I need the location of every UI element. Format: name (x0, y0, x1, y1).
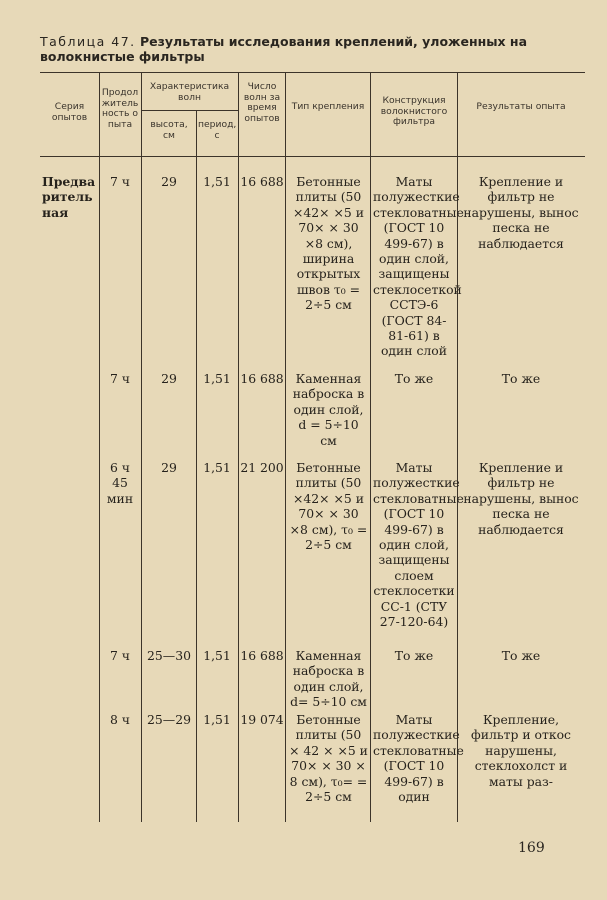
row-2-height: 29 (161, 371, 177, 386)
row-2-filter-design: То же (394, 371, 434, 386)
row-1-result: Крепление и фильтр не нарушены, вынос песка не наблюдается (463, 174, 579, 251)
header-fastening-type: Тип крепления (291, 101, 365, 112)
row-3-duration: 6 ч 45 мин (106, 460, 134, 506)
row-1-period: 1,51 (203, 174, 231, 189)
row-5-duration: 8 ч (109, 712, 130, 727)
header-results: Результаты опыта (476, 101, 566, 112)
row-5-fastening-type: Бетонные плиты (50 × 42 × ×5 и 70× × 30 × 8 см), τ₀= = 2÷5 см (289, 712, 368, 805)
column-divider (238, 72, 239, 822)
table-title (40, 34, 580, 64)
column-divider (141, 72, 142, 822)
row-4-fastening-type: Каменная наброска в один слой, d= 5÷10 см (290, 648, 367, 710)
row-1-duration: 7 ч (109, 174, 130, 189)
header-duration: Продолжительность опыта (101, 87, 139, 130)
column-divider (370, 72, 371, 822)
header-waves-count: Число волн за время опытов (243, 81, 281, 124)
header-height: высота, см (150, 119, 188, 141)
table-number: Таблица 47. (40, 34, 136, 49)
row-3-result: Крепление и фильтр не нарушены, вынос песка не наблюдается (463, 460, 579, 537)
column-divider (285, 72, 286, 822)
row-1-fastening-type: Бетонные плиты (50 ×42× ×5 и 70× × 30 ×8 см), ширина открытых швов τ₀ = 2÷5 см (293, 174, 364, 313)
row-1-filter-design: Маты полужесткие стекловатные (ГОСТ 10 499-67) в один слой, защищены стеклосеткой ССТЭ-6 (ГОСТ 84-81-61) в один слой (373, 174, 464, 359)
row-4-duration: 7 ч (109, 648, 130, 663)
row-5-result: Крепление, фильтр и откос нарушены, стеклохолст и маты раз- (471, 712, 571, 789)
header-bottom-rule (40, 156, 585, 157)
row-4-result: То же (501, 648, 541, 663)
row-5-height: 25—29 (147, 712, 191, 727)
row-4-period: 1,51 (203, 648, 231, 663)
table-caption: Результаты исследования креплений, уложенных на волокнистые фильтры (40, 34, 528, 64)
header-filter-design: Конструкция волокнистого фильтра (380, 95, 448, 127)
row-2-fastening-type: Каменная наброска в один слой, d = 5÷10 см (292, 371, 365, 448)
row-5-filter-design: Маты полужесткие стекловатные (ГОСТ 10 499-67) в один (373, 712, 464, 805)
header-series: Серия опытов (51, 101, 88, 123)
row-2-period: 1,51 (203, 371, 231, 386)
header-period: период, с (198, 119, 237, 141)
series-label: Предварительная (42, 174, 96, 220)
row-3-fastening-type: Бетонные плиты (50 ×42× ×5 и 70× × 30 ×8 см), τ₀ = 2÷5 см (289, 460, 368, 553)
page-number: 169 (518, 840, 545, 856)
row-2-waves: 16 688 (240, 371, 284, 386)
row-4-waves: 16 688 (240, 648, 284, 663)
column-divider (457, 72, 458, 822)
header-wave-characteristics: Характеристика волн (149, 81, 230, 103)
row-5-period: 1,51 (203, 712, 231, 727)
row-3-height: 29 (161, 460, 177, 475)
row-4-height: 25—30 (147, 648, 191, 663)
row-2-result: То же (501, 371, 541, 386)
row-3-filter-design: Маты полужесткие стекловатные (ГОСТ 10 499-67) в один слой, защищены слоем стеклосетки СС-1 (СТУ 27-120-64) (373, 460, 464, 630)
column-divider (99, 72, 100, 822)
table-top-rule (40, 72, 585, 73)
row-5-waves: 19 074 (240, 712, 284, 727)
wave-subheader-rule (141, 110, 238, 111)
column-divider (196, 110, 197, 822)
row-1-height: 29 (161, 174, 177, 189)
row-4-filter-design: То же (394, 648, 434, 663)
row-2-duration: 7 ч (109, 371, 130, 386)
row-1-waves: 16 688 (240, 174, 284, 189)
row-3-period: 1,51 (203, 460, 231, 475)
row-3-waves: 21 200 (240, 460, 284, 475)
